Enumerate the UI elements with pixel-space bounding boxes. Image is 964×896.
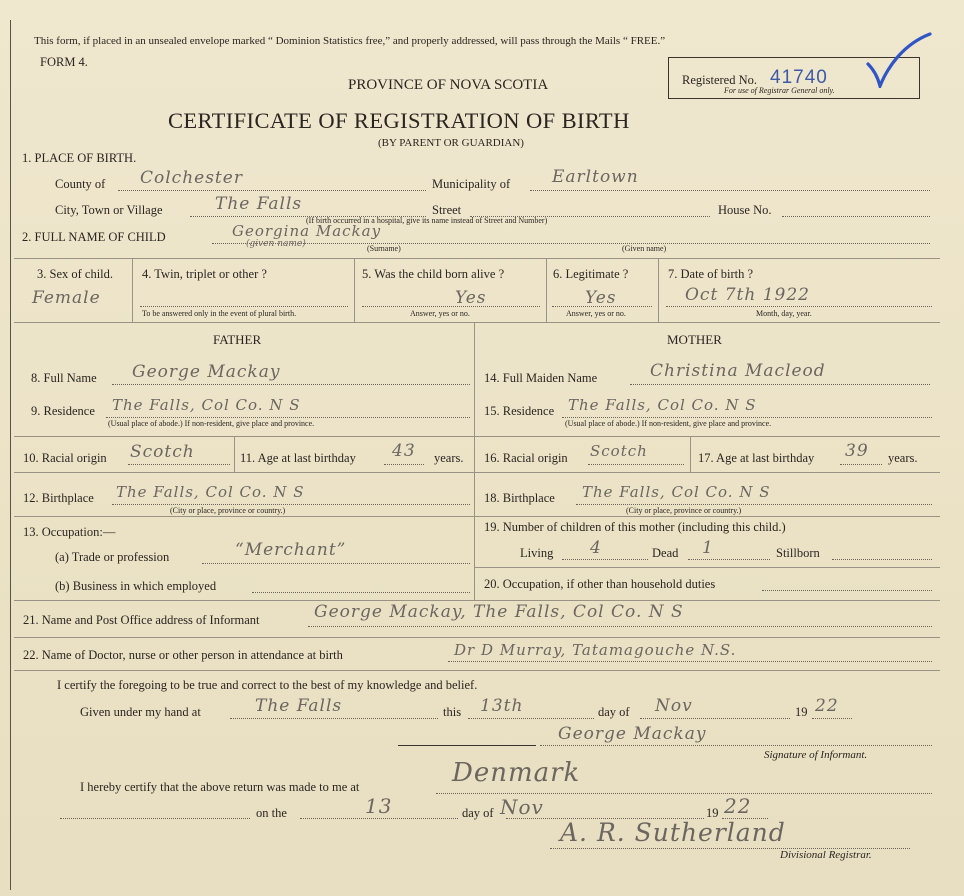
mother-birthplace-value: The Falls, Col Co. N S <box>582 483 771 501</box>
registrar-year-prefix: 19 <box>706 806 719 820</box>
father-heading: FATHER <box>213 332 262 347</box>
mother-age-label: 17. Age at last birthday <box>698 451 815 465</box>
divider <box>354 258 355 322</box>
registrar-certify-statement: I hereby certify that the above return was made to me at <box>80 780 360 794</box>
divider <box>132 258 133 322</box>
father-name-label: 8. Full Name <box>31 371 97 385</box>
divider <box>14 600 940 601</box>
informant-signature-caption: Signature of Informant. <box>764 749 868 761</box>
living-line <box>562 559 648 560</box>
certify-statement: I certify the foregoing to be true and correct to the best of my knowledge and belief. <box>57 678 478 692</box>
mother-heading: MOTHER <box>667 332 722 347</box>
alive-value: Yes <box>455 288 487 308</box>
registrar-on-line <box>60 818 250 819</box>
twin-note: To be answered only in the event of plural birth. <box>142 309 297 318</box>
father-race-line <box>128 464 230 465</box>
divider <box>14 516 940 517</box>
place-of-birth-label: 1. PLACE OF BIRTH. <box>22 151 137 165</box>
registered-number: 41740 <box>770 67 828 88</box>
divider <box>14 670 940 671</box>
this-label: this <box>443 705 462 719</box>
mother-age-value: 39 <box>845 441 869 461</box>
dead-line <box>688 559 770 560</box>
informant-value: George Mackay, The Falls, Col Co. N S <box>314 602 684 622</box>
registrar-day-of-label: day of <box>462 806 494 820</box>
year-prefix: 19 <box>795 705 808 719</box>
registered-label: Registered No. <box>682 73 757 87</box>
father-birthplace-value: The Falls, Col Co. N S <box>116 483 305 501</box>
informant-signature-line <box>540 745 932 746</box>
divider <box>546 258 547 322</box>
registrar-day-line <box>300 818 458 819</box>
informant-line <box>308 626 932 627</box>
dob-label: 7. Date of birth ? <box>668 267 754 281</box>
year-value: 22 <box>815 696 839 716</box>
surname-caption: (Surname) <box>367 244 401 253</box>
day-of-label: day of <box>598 705 630 719</box>
city-label: City, Town or Village <box>55 203 163 217</box>
father-name-line <box>112 384 470 385</box>
registrar-place-value: Denmark <box>452 758 581 788</box>
dead-label: Dead <box>652 546 679 560</box>
legitimate-label: 6. Legitimate ? <box>553 267 629 281</box>
legitimate-value: Yes <box>585 288 617 308</box>
doctor-line <box>448 661 932 662</box>
business-label: (b) Business in which employed <box>55 579 217 593</box>
county-label: County of <box>55 177 106 191</box>
mother-name-label: 14. Full Maiden Name <box>484 371 598 385</box>
municipality-label: Municipality of <box>432 177 511 191</box>
trade-label: (a) Trade or profession <box>55 550 170 564</box>
this-day-line <box>468 718 594 719</box>
hospital-note: (If birth occurred in a hospital, give its name instead of Street and Number) <box>306 216 548 225</box>
page-title: CERTIFICATE OF REGISTRATION OF BIRTH <box>168 108 630 133</box>
province-heading: PROVINCE OF NOVA SCOTIA <box>348 77 549 93</box>
municipality-line <box>530 190 930 191</box>
registrar-day-value: 13 <box>365 794 393 818</box>
mother-birthplace-label: 18. Birthplace <box>484 491 555 505</box>
divider <box>14 637 940 638</box>
divider <box>14 472 940 473</box>
mother-race-label: 16. Racial origin <box>484 451 568 465</box>
father-age-label: 11. Age at last birthday <box>240 451 356 465</box>
business-line <box>252 592 470 593</box>
mother-occupation-line <box>762 590 932 591</box>
occupation-label: 13. Occupation:— <box>23 525 116 539</box>
trade-line <box>202 563 470 564</box>
mail-notice: This form, if placed in an unsealed envelope marked “ Dominion Statistics free,” and properly addressed, will pass through the Mails “ FREE.” <box>34 35 666 47</box>
divider <box>398 745 536 746</box>
doctor-label: 22. Name of Doctor, nurse or other person in attendance at birth <box>23 648 343 662</box>
mother-race-line <box>588 464 684 465</box>
doctor-value: Dr D Murray, Tatamagouche N.S. <box>454 641 737 659</box>
divider <box>14 322 940 323</box>
mother-birthplace-line <box>576 504 932 505</box>
dob-line <box>666 306 932 307</box>
father-years-label: years. <box>434 451 464 465</box>
street-label: Street <box>432 203 462 217</box>
mother-residence-line <box>562 417 932 418</box>
page-subtitle: (BY PARENT OR GUARDIAN) <box>378 137 524 149</box>
father-residence-line <box>106 417 470 418</box>
father-birthplace-line <box>112 504 470 505</box>
mother-residence-label: 15. Residence <box>484 404 555 418</box>
father-birthplace-label: 12. Birthplace <box>23 491 94 505</box>
given-place-line <box>230 718 438 719</box>
county-value: Colchester <box>140 168 243 188</box>
divider <box>658 258 659 322</box>
left-margin-line <box>10 20 11 890</box>
month-line <box>640 718 790 719</box>
mother-occupation-label: 20. Occupation, if other than household duties <box>484 577 716 591</box>
father-residence-label: 9. Residence <box>31 404 95 418</box>
registrar-signature: A. R. Sutherland <box>560 818 786 847</box>
sex-label: 3. Sex of child. <box>37 267 114 281</box>
alive-line <box>362 306 540 307</box>
mother-name-value: Christina Macleod <box>650 361 826 381</box>
father-race-label: 10. Racial origin <box>23 451 107 465</box>
given-name-caption: (Given name) <box>622 244 667 253</box>
father-birthplace-note: (City or place, province or country.) <box>170 506 286 515</box>
divider <box>14 258 940 259</box>
father-name-value: George Mackay <box>132 362 281 382</box>
given-place-value: The Falls <box>255 696 343 716</box>
mother-name-line <box>630 384 930 385</box>
mother-residence-value: The Falls, Col Co. N S <box>568 396 757 414</box>
given-under-label: Given under my hand at <box>80 705 201 719</box>
child-given-name-note: (given name) <box>246 239 306 249</box>
child-name-value: Georgina Mackay <box>232 222 382 240</box>
form-number: FORM 4. <box>40 55 88 69</box>
mother-years-label: years. <box>888 451 918 465</box>
father-race-value: Scotch <box>130 442 195 462</box>
registrar-title: Divisional Registrar. <box>780 849 872 861</box>
twin-label: 4. Twin, triplet or other ? <box>142 267 267 281</box>
mother-race-value: Scotch <box>590 442 648 460</box>
child-name-label: 2. FULL NAME OF CHILD <box>22 230 166 244</box>
this-day-value: 13th <box>480 696 524 716</box>
twin-line <box>140 306 348 307</box>
mother-age-line <box>840 464 882 465</box>
divider <box>234 436 235 472</box>
registrar-use-note: For use of Registrar General only. <box>724 86 835 95</box>
stillborn-label: Stillborn <box>776 546 820 560</box>
father-residence-note: (Usual place of abode.) If non-resident, give place and province. <box>108 419 315 428</box>
alive-label: 5. Was the child born alive ? <box>362 267 505 281</box>
house-number-line <box>782 216 930 217</box>
dob-value: Oct 7th 1922 <box>685 285 810 305</box>
divider <box>690 436 691 472</box>
mother-residence-note: (Usual place of abode.) If non-resident, give place and province. <box>565 419 772 428</box>
divider <box>14 436 940 437</box>
stillborn-line <box>832 559 932 560</box>
dob-note: Month, day, year. <box>756 309 812 318</box>
county-line <box>118 190 426 191</box>
informant-signature: George Mackay <box>558 724 707 744</box>
registrar-month-value: Nov <box>500 795 544 819</box>
municipality-value: Earltown <box>552 167 639 187</box>
child-name-line <box>212 243 930 244</box>
divider <box>474 567 940 568</box>
living-label: Living <box>520 546 554 560</box>
father-age-value: 43 <box>392 441 416 461</box>
trade-value: “Merchant” <box>235 540 347 560</box>
living-value: 4 <box>590 538 602 558</box>
mother-birthplace-note: (City or place, province or country.) <box>626 506 742 515</box>
informant-label: 21. Name and Post Office address of Informant <box>23 613 260 627</box>
legitimate-note: Answer, yes or no. <box>566 309 626 318</box>
registrar-year-value: 22 <box>724 794 752 818</box>
children-count-label: 19. Number of children of this mother (including this child.) <box>484 520 786 534</box>
sex-value: Female <box>32 288 101 308</box>
house-number-label: House No. <box>718 203 772 217</box>
on-the-label: on the <box>256 806 287 820</box>
city-value: The Falls <box>215 194 303 214</box>
year-line <box>812 718 852 719</box>
checkmark-icon <box>864 30 932 88</box>
father-residence-value: The Falls, Col Co. N S <box>112 396 301 414</box>
dead-value: 1 <box>702 538 714 558</box>
alive-note: Answer, yes or no. <box>410 309 470 318</box>
registrar-place-line <box>436 793 932 794</box>
divider <box>474 322 475 600</box>
month-value: Nov <box>655 696 693 716</box>
father-age-line <box>384 464 424 465</box>
